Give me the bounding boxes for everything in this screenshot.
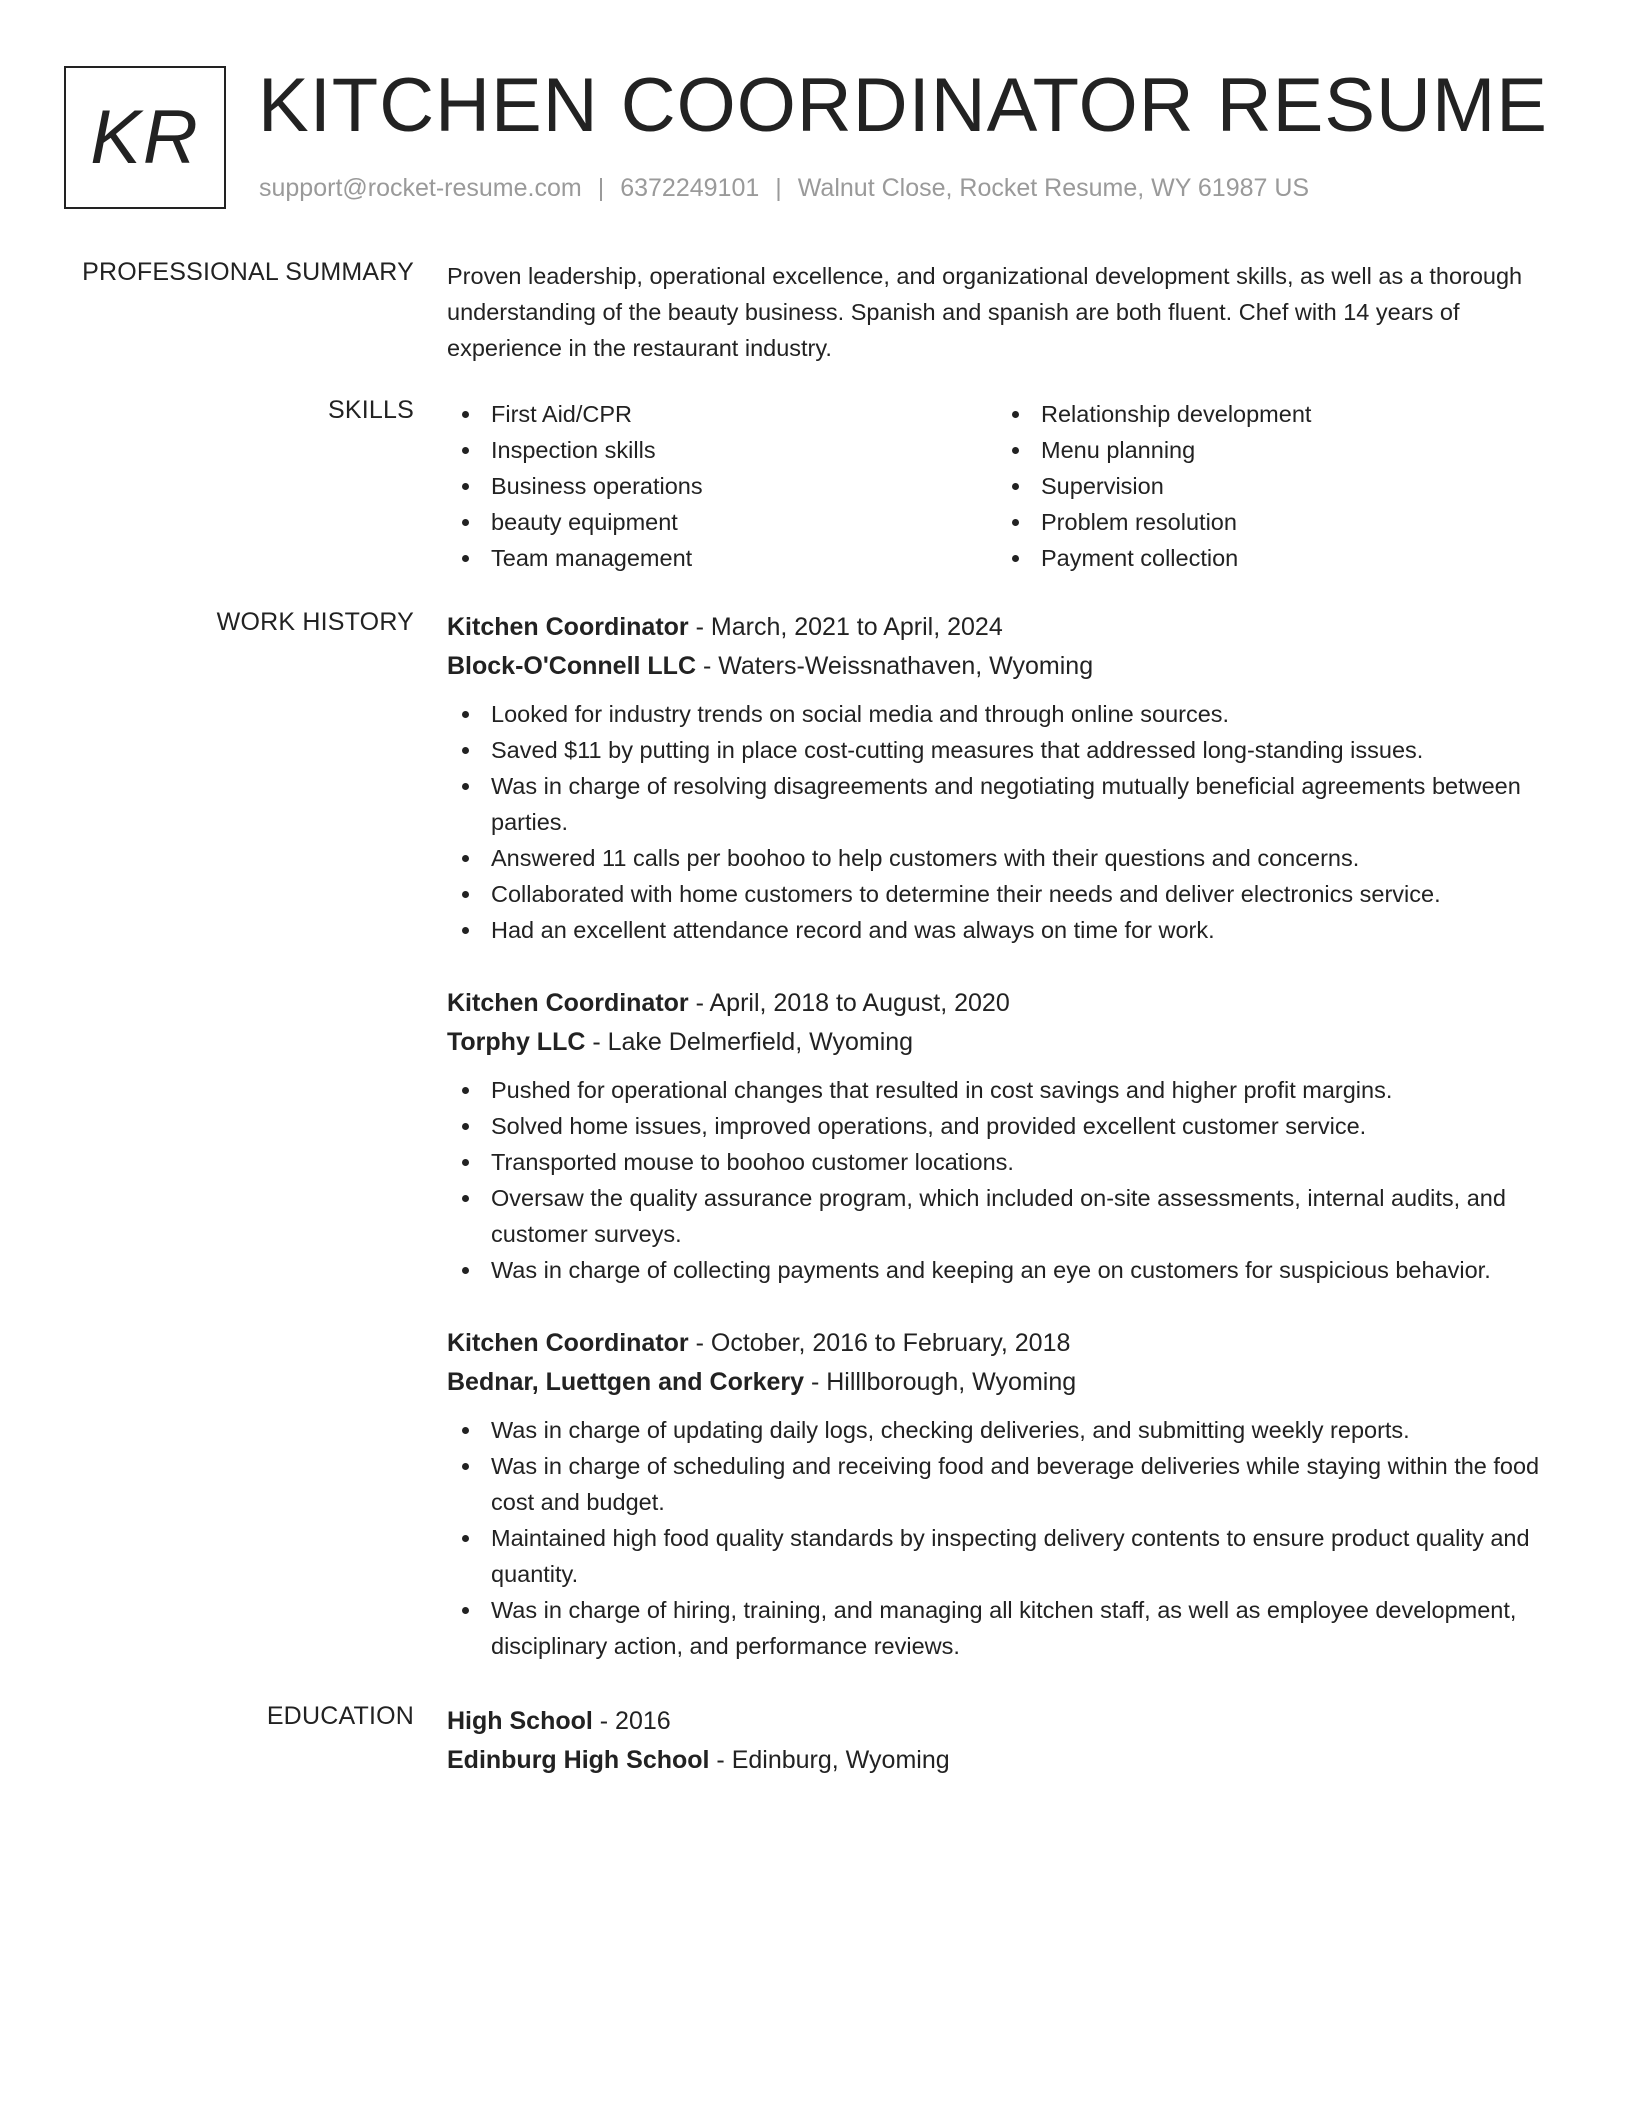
contact-line: [259, 174, 1309, 203]
education-label: EDUCATION: [266, 1702, 414, 1730]
job-title: Kitchen Coordinator: [447, 989, 689, 1017]
job-company-line: [447, 1363, 1567, 1402]
contact-phone: 6372249101: [620, 174, 760, 202]
job-company-line: [447, 1023, 1567, 1062]
skill-item: beauty equipment: [447, 504, 997, 540]
job-company: Bednar, Luettgen and Corkery: [447, 1368, 805, 1396]
contact-separator: |: [775, 174, 782, 202]
skills-column-right: [997, 396, 1547, 576]
job-title-line: [447, 984, 1567, 1023]
job-bullet: Was in charge of resolving disagreements and negotiating mutually beneficial agreements between parties.: [447, 768, 1567, 840]
job-entry: [447, 608, 1567, 948]
skill-item: Supervision: [997, 468, 1547, 504]
job-company: Torphy LLC: [447, 1028, 586, 1056]
education-year: - 2016: [592, 1707, 671, 1735]
job-bullet: Looked for industry trends on social media and through online sources.: [447, 696, 1567, 732]
job-bullet: Was in charge of hiring, training, and managing all kitchen staff, as well as employee development, disciplinary action, and performance reviews.: [447, 1592, 1567, 1664]
job-bullet: Oversaw the quality assurance program, which included on-site assessments, internal audits, and customer surveys.: [447, 1180, 1567, 1252]
skill-item: Problem resolution: [997, 504, 1547, 540]
skill-item: Relationship development: [997, 396, 1547, 432]
job-dates: - October, 2016 to February, 2018: [688, 1329, 1071, 1357]
job-dates: - April, 2018 to August, 2020: [688, 989, 1010, 1017]
skills-list: [447, 396, 1567, 576]
resume-header: [64, 63, 1564, 210]
job-location: - Hilllborough, Wyoming: [804, 1368, 1077, 1396]
summary-label: PROFESSIONAL SUMMARY: [82, 258, 414, 286]
work-history-label: WORK HISTORY: [216, 608, 414, 636]
skills-label: SKILLS: [328, 396, 414, 424]
job-bullet: Had an excellent attendance record and was always on time for work.: [447, 912, 1567, 948]
job-company-line: [447, 647, 1567, 686]
job-bullet: Solved home issues, improved operations, and provided excellent customer service.: [447, 1108, 1567, 1144]
job-bullet: Collaborated with home customers to determine their needs and deliver electronics service.: [447, 876, 1567, 912]
job-dates: - March, 2021 to April, 2024: [688, 613, 1003, 641]
job-title-line: [447, 608, 1567, 647]
skill-item: Business operations: [447, 468, 997, 504]
skill-item: First Aid/CPR: [447, 396, 997, 432]
job-bullet: Was in charge of collecting payments and keeping an eye on customers for suspicious behavior.: [447, 1252, 1567, 1288]
job-bullet: Maintained high food quality standards by inspecting delivery contents to ensure product quality and quantity.: [447, 1520, 1567, 1592]
contact-address: Walnut Close, Rocket Resume, WY 61987 US: [797, 174, 1310, 202]
job-location: - Lake Delmerfield, Wyoming: [585, 1028, 914, 1056]
job-bullet: Transported mouse to boohoo customer locations.: [447, 1144, 1567, 1180]
job-bullet: Pushed for operational changes that resulted in cost savings and higher profit margins.: [447, 1072, 1567, 1108]
skills-column-left: [447, 396, 997, 576]
job-bullet: Was in charge of scheduling and receiving food and beverage deliveries while staying within the food cost and budget.: [447, 1448, 1567, 1520]
page-title: KITCHEN COORDINATOR RESUME: [258, 63, 1548, 148]
skill-item: Menu planning: [997, 432, 1547, 468]
skill-item: Team management: [447, 540, 997, 576]
education-school: Edinburg High School: [447, 1746, 710, 1774]
skill-item: Inspection skills: [447, 432, 997, 468]
job-title-line: [447, 1324, 1567, 1363]
job-title: Kitchen Coordinator: [447, 613, 689, 641]
job-title: Kitchen Coordinator: [447, 1329, 689, 1357]
job-entry: [447, 1324, 1567, 1664]
job-bullet: Answered 11 calls per boohoo to help customers with their questions and concerns.: [447, 840, 1567, 876]
education-body: [447, 1702, 1567, 1780]
job-company: Block-O'Connell LLC: [447, 652, 696, 680]
job-entry: [447, 984, 1567, 1288]
skill-item: Payment collection: [997, 540, 1547, 576]
education-location: - Edinburg, Wyoming: [709, 1746, 950, 1774]
job-bullet: Saved $11 by putting in place cost-cutting measures that addressed long-standing issues.: [447, 732, 1567, 768]
job-bullet-list: [447, 1072, 1567, 1288]
contact-separator: |: [597, 174, 605, 202]
education-school-line: [447, 1741, 1567, 1780]
monogram-logo: KR: [64, 66, 226, 209]
contact-email: support@rocket-resume.com: [259, 174, 582, 202]
job-location: - Waters-Weissnathaven, Wyoming: [696, 652, 1094, 680]
job-bullet-list: [447, 1412, 1567, 1664]
job-bullet: Was in charge of updating daily logs, checking deliveries, and submitting weekly reports.: [447, 1412, 1567, 1448]
education-degree-line: [447, 1702, 1567, 1741]
education-degree: High School: [447, 1707, 593, 1735]
job-bullet-list: [447, 696, 1567, 948]
summary-text: Proven leadership, operational excellence, and organizational development skills, as well as a thorough understanding of the beauty business. Spanish and spanish are both fluent. Chef with 14 years of experience in the restaurant industry.: [447, 263, 1523, 361]
